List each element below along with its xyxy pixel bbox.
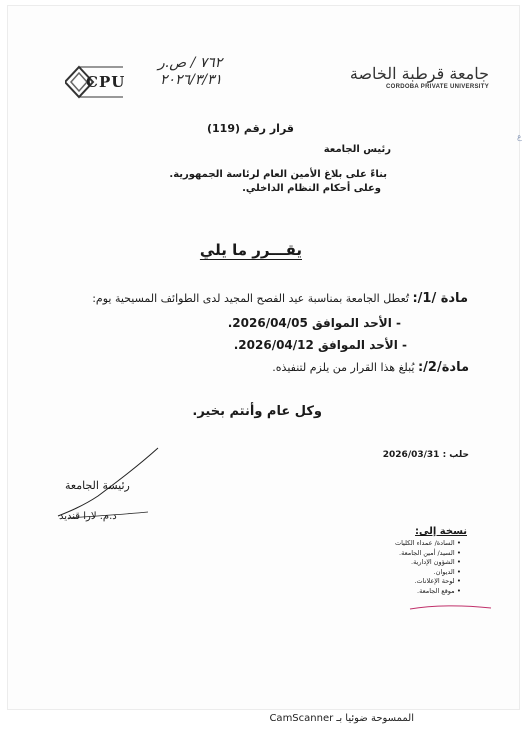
signer-name: د.م. لارا قنديد — [59, 511, 117, 522]
document-page — [8, 6, 522, 709]
article-1-label: مادة /1/: — [412, 291, 468, 306]
whereas-item: وعلى أحكام النظام الداخلي. — [242, 183, 381, 194]
article-2-label: مادة/2/: — [417, 360, 469, 375]
issuer-title: رئيس الجامعة — [323, 144, 391, 155]
red-underline-icon — [408, 603, 493, 613]
signer-title: رئيسة الجامعة — [65, 479, 130, 492]
list-item: • الشؤون الإدارية. — [395, 558, 461, 568]
university-name-ar: جامعة قرطبة الخاصة — [349, 64, 489, 83]
university-name-en: CORDOBA PRIVATE UNIVERSITY — [385, 84, 489, 90]
article-1-text: تُعطل الجامعة بمناسبة عيد الفصح المجيد لدى الطوائف المسيحية يوم: — [92, 292, 409, 305]
decision-number: قرار رقم (119) — [207, 122, 294, 135]
greeting: وكل عام وأنتم بخير. — [192, 404, 322, 419]
cpu-logo-text: CPU — [86, 73, 126, 91]
decides-heading: يقـــرر ما يلي — [199, 241, 302, 259]
list-item: • لوحة الإعلانات. — [395, 577, 461, 587]
holiday-date: - الأحد الموافق 2026/04/05. — [227, 316, 401, 330]
article-1 — [92, 291, 468, 306]
scanner-footer: الممسوحة ضوئيا بـ CamScanner — [269, 713, 414, 724]
handwritten-date: ٢٠٢٦/٣/٣١ — [160, 72, 223, 88]
holiday-date: - الأحد الموافق 2026/04/12. — [233, 338, 407, 352]
whereas-item: بناءً على بلاغ الأمين العام لرئاسة الجمهورية. — [169, 169, 387, 180]
date-line: حلب : 2026/03/31 — [382, 450, 469, 460]
copies-list — [395, 539, 461, 597]
stamp-mark-icon: ع — [517, 132, 522, 141]
university-logo — [350, 64, 489, 90]
list-item: • السادة/ عمداء الكليات — [395, 539, 461, 549]
handwritten-number: ٧٦٢ / ص.ر — [158, 55, 223, 71]
copies-title: نسخة إلى: — [415, 526, 467, 537]
list-item: • الديوان. — [395, 568, 461, 578]
list-item: • موقع الجامعة. — [395, 587, 461, 597]
list-item: • السيد/ أمين الجامعة. — [395, 549, 461, 559]
article-2 — [272, 360, 469, 375]
article-2-text: يُبلغ هذا القرار من يلزم لتنفيذه. — [272, 361, 415, 374]
